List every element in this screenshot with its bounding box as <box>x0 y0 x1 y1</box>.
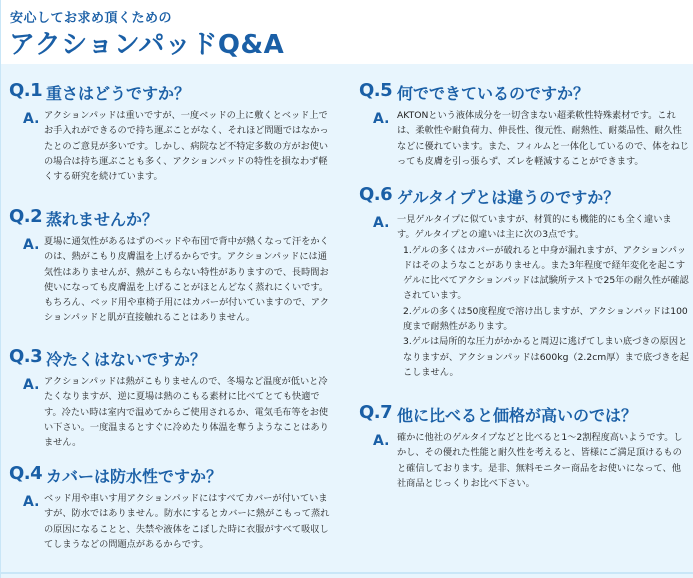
answer-label: A. <box>373 433 390 449</box>
answer-text: AKTONという液体成分を一切含まない超柔軟性特殊素材です。これは、柔軟性や耐負荷力、伸長性、復元性、耐熱性、耐薬品性、耐久性などに優れています。また、フィルムと一体化しているので、体をねじっても皮膚を引っ張らず、ズレを軽減することができます。 <box>397 110 689 167</box>
question-number: Q.7 <box>359 402 393 423</box>
answer-label: A. <box>373 215 390 231</box>
question-number: Q.1 <box>9 80 43 101</box>
question-text: 冷たくはないですか？ <box>46 350 207 369</box>
answer-text: 確かに他社のゲルタイプなどと比べると1～2割程度高いようです。しかし、その優れた性能と耐久性を考えると、皆様にご満足頂けるものと確信しております。是非、無料モニター商品をお使いになって、他社商品とじっくりお比べ下さい。 <box>397 432 683 489</box>
answer-text: アクションパッドは熱がこもりませんので、冬場など温度が低いと冷たくなりますが、逆に夏場は熱のこもる素材に比べてとても快適です。冷たい時は室内で温めてからご使用されるか、電気毛布等をお使い下さい。一度温まるとすぐに冷めたり体温を奪うようなことはありません。 <box>44 376 329 449</box>
page-subtitle: 安心してお求め頂くための <box>10 11 173 26</box>
answer-point-3: 3.ゲルは局所的な圧力がかかると周辺に逃げてしまい底づきの原因となりますが、アクションパッドは600kg（2.2cm厚）まで底づきを起こしません。 <box>403 336 689 378</box>
answer-text: 夏場に通気性があるはずのベッドや布団で背中が熱くなって汗をかくのは、熱がこもり皮膚温を上げるからです。アクションパッドには通気性はありませんが、熱がこもらない特性がありますので、長時間お使いになっても皮膚温を上げることがほとんどなく蒸れにくいです。もちろん、ベッド用や車椅子用にはカバーが付いていますので、アクションパッドと肌が直接触れることはありません。 <box>44 236 329 324</box>
question-number: Q.4 <box>9 463 43 484</box>
answer-label: A. <box>23 111 40 127</box>
answer-point-1: 1.ゲルの多くはカバーが破れると中身が漏れますが、アクションパッドはそのようなことがありません。また3年程度で経年変化を起こすゲルに比べてアクションパッドは試験所テストで25年の耐久性が確認されています。 <box>403 244 689 302</box>
question-number: Q.2 <box>9 206 43 227</box>
answer-text: アクションパッドは重いですが、一度ベッドの上に敷くとベッド上でお手入れができるので持ち運ぶことがなく、それほど問題ではなかったとのご意見が多いです。しかし、病院など不特定多数の方がお使いの場合は持ち運ぶことも多く、アクションパッドの特性を損なわず軽くする研究を続けています。 <box>44 110 329 183</box>
answer-label: A. <box>23 377 40 393</box>
question-text: 何でできているのですか？ <box>397 84 590 103</box>
answer-intro: 一見ゲルタイプに似ていますが、材質的にも機能的にも全く違います。ゲルタイプとの違いは主に次の3点です。 <box>397 214 672 241</box>
question-number: Q.6 <box>359 184 393 205</box>
question-text: 蒸れませんか？ <box>46 210 159 229</box>
question-text: カバーは防水性ですか？ <box>46 467 223 486</box>
question-number: Q.5 <box>359 80 393 101</box>
question-number: Q.3 <box>9 346 43 367</box>
answer-label: A. <box>23 494 40 510</box>
answer-text: ベッド用や車いす用アクションパッドにはすべてカバーが付いていますが、防水ではありません。防水にするとカバーに熱がこもって蒸れの原因になることと、失禁や液体をこぼした時に衣服がすべて吸収してしまうなどの問題点があるからです。 <box>44 493 330 550</box>
answer-text <box>397 212 689 380</box>
page-title: アクションパッドQ&A <box>9 30 285 60</box>
question-text: 他に比べると価格が高いのでは？ <box>397 406 638 425</box>
question-text: ゲルタイプとは違うのですか？ <box>397 188 620 207</box>
answer-point-2: 2.ゲルの多くは50度程度で溶け出しますが、アクションパッドは100度まで耐熱性があります。 <box>403 305 688 333</box>
question-text: 重さはどうですか？ <box>46 84 191 103</box>
page-header <box>1 0 693 64</box>
answer-label: A. <box>23 237 40 253</box>
bottom-divider <box>1 572 693 574</box>
answer-label: A. <box>373 111 390 127</box>
